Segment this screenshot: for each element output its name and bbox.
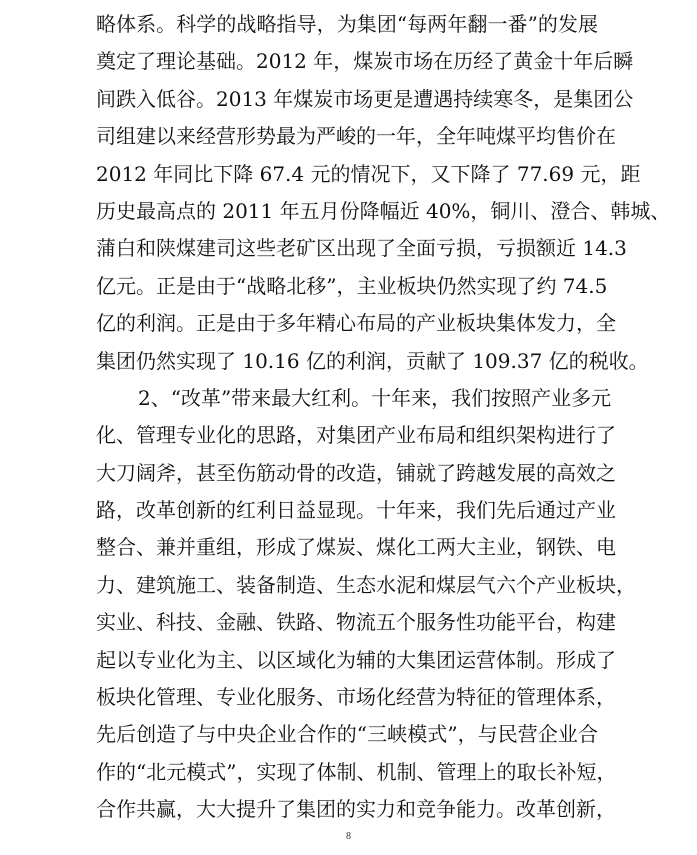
paragraph-line: 大刀阔斧，甚至伤筋动骨的改造，铺就了跨越发展的高效之	[96, 460, 616, 485]
paragraph-line: 力、建筑施工、装备制造、生态水泥和煤层气六个产业板块，	[96, 572, 636, 597]
paragraph-line: 整合、兼并重组，形成了煤炭、煤化工两大主业，钢铁、电	[96, 535, 616, 560]
paragraph-line: 司组建以来经营形势最为严峻的一年，全年吨煤平均售价在	[96, 124, 616, 149]
paragraph-line: 亿的利润。正是由于多年精心布局的产业板块集体发力，全	[96, 311, 616, 336]
paragraph-2	[96, 380, 636, 829]
paragraph-1	[96, 6, 671, 380]
section-heading-line: 2、“改革”带来最大红利。十年来，我们按照产业多元	[138, 385, 612, 410]
paragraph-line: 起以专业化为主、以区域化为辅的大集团运营体制。形成了	[96, 647, 616, 672]
paragraph-line: 路，改革创新的红利日益显现。十年来，我们先后通过产业	[96, 498, 616, 523]
paragraph-line: 蒲白和陕煤建司这些老矿区出现了全面亏损，亏损额近 14.3	[96, 236, 627, 261]
page-number: 8	[346, 831, 351, 842]
paragraph-line: 间跌入低谷。2013 年煤炭市场更是遭遇持续寒冬，是集团公	[96, 86, 634, 111]
paragraph-line: 2012 年同比下降 67.4 元的情况下，又下降了 77.69 元，距	[96, 161, 641, 186]
paragraph-line: 历史最高点的 2011 年五月份降幅近 40%，铜川、澄合、韩城、	[96, 198, 671, 223]
document-body	[96, 6, 671, 829]
paragraph-line: 作的“北元模式”，实现了体制、机制、管理上的取长补短，	[96, 759, 617, 784]
paragraph-line: 化、管理专业化的思路，对集团产业布局和组织架构进行了	[96, 423, 616, 448]
paragraph-line: 实业、科技、金融、铁路、物流五个服务性功能平台，构建	[96, 610, 616, 635]
paragraph-line: 亿元。正是由于“战略北移”，主业板块仍然实现了约 74.5	[96, 273, 608, 298]
paragraph-line: 先后创造了与中央企业合作的“三峡模式”，与民营企业合	[96, 722, 598, 747]
paragraph-line: 板块化管理、专业化服务、市场化经营为特征的管理体系，	[96, 685, 616, 710]
paragraph-line: 奠定了理论基础。2012 年，煤炭市场在历经了黄金十年后瞬	[96, 49, 634, 74]
paragraph-line: 略体系。科学的战略指导，为集团“每两年翻一番”的发展	[96, 12, 598, 36]
paragraph-line: 合作共赢，大大提升了集团的实力和竞争能力。改革创新，	[96, 797, 616, 822]
paragraph-line: 集团仍然实现了 10.16 亿的利润，贡献了 109.37 亿的税收。	[96, 348, 649, 373]
